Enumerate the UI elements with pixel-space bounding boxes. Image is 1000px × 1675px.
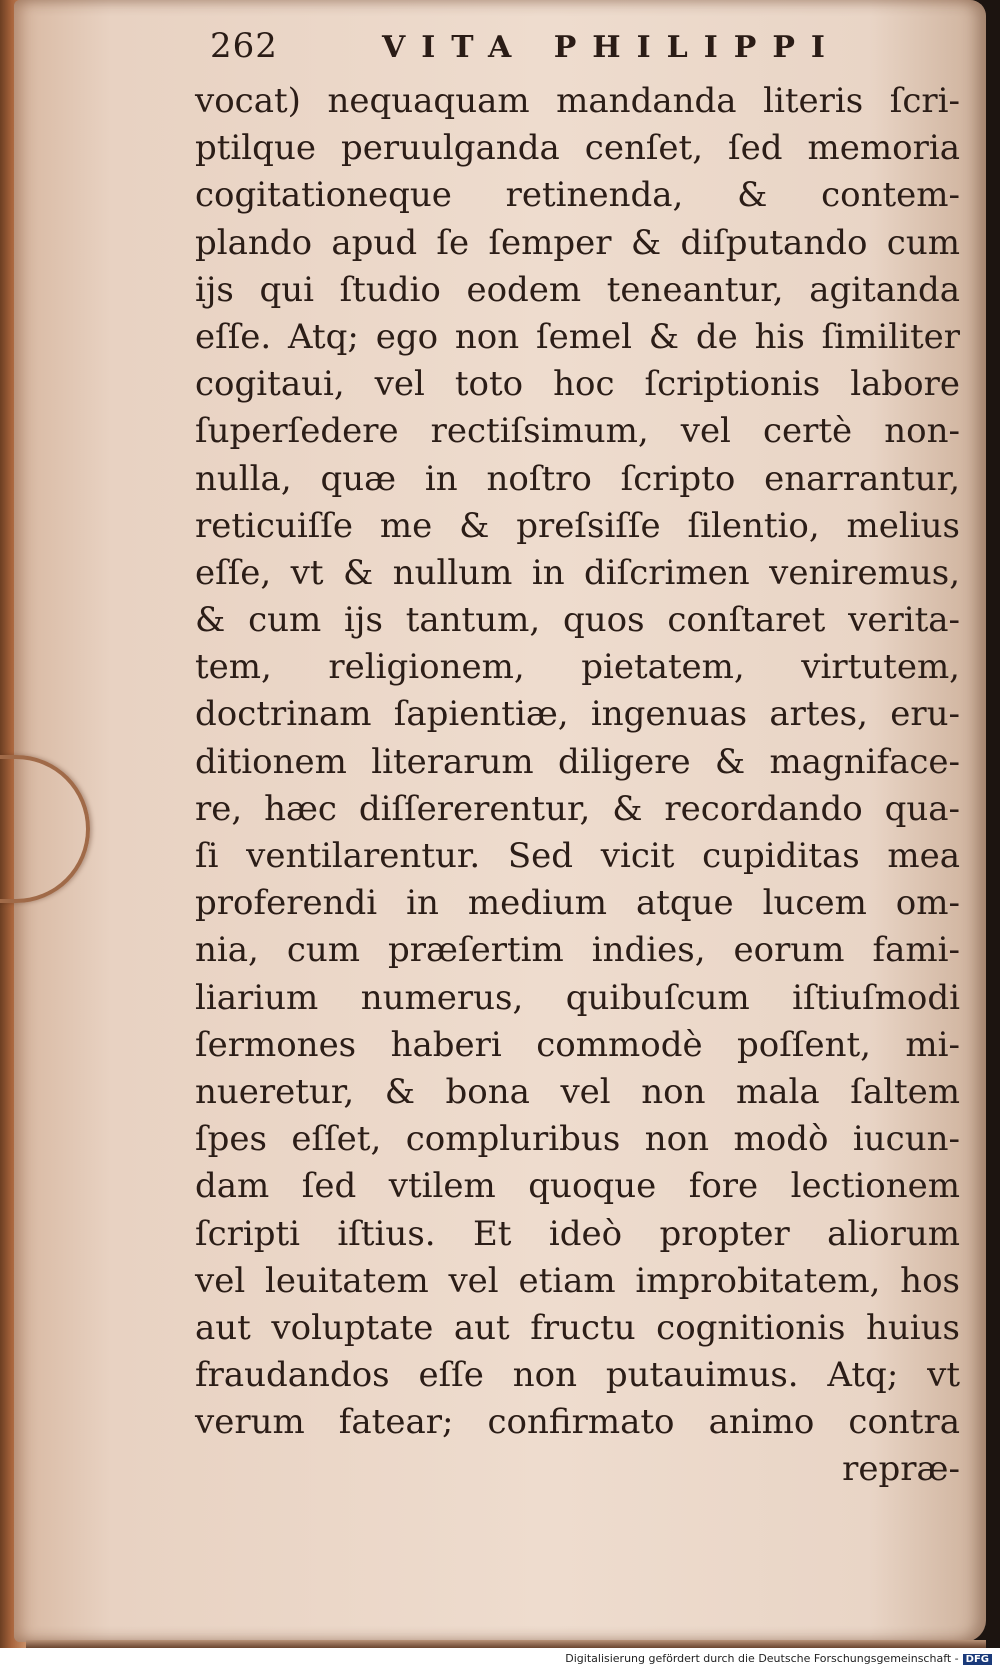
page-bottom-edge [26, 1640, 986, 1648]
text-line: ditionem literarum diligere & magnifacе- [195, 741, 960, 782]
text-line: verum fatear; confirmato animo contra [195, 1402, 960, 1443]
text-line: reticuiſſe me & preſsiſſe ſilentio, melius [195, 505, 960, 546]
text-line: eſſe. Atq; ego non ſemel & de his ſimiliter [195, 316, 960, 357]
text-line: aut voluptate aut fructu cognitionis huius [195, 1307, 960, 1348]
catchword: repræ- [842, 1449, 960, 1490]
text-line: ſpes eſſet, compluribus non modò iucun- [195, 1119, 960, 1160]
credit-text: Digitalisierung gefördert durch die Deutsche Forschungsgemeinschaft - [565, 1652, 959, 1665]
page-header [210, 26, 910, 74]
text-line: ſcripti iſtius. Et ideò propter aliorum [195, 1213, 960, 1254]
text-line: cogitationeque retinenda, & contem- [195, 175, 960, 216]
text-line: plando apud ſe ſemper & diſputando cum [195, 222, 960, 263]
text-line: nueretur, & bona vel non mala ſaltem [195, 1071, 960, 1112]
text-line: ſi ventilarentur. Sed vicit cupiditas mea [195, 836, 960, 876]
text-line: eſſe, vt & nullum in diſcrimen veniremus, [195, 552, 960, 593]
text-line: tem, religionem, pietatem, virtutem, [195, 647, 960, 688]
text-line: vel leuitatem vel etiam improbitatem, hos [195, 1260, 960, 1301]
running-title: VITA PHILIPPI [382, 30, 841, 65]
digitization-credit [0, 1652, 992, 1672]
text-line: liarium numerus, quibuſcum iſtiuſmodi [195, 977, 960, 1018]
text-line: ſermones haberi commodè poſſent, mi- [195, 1024, 960, 1065]
page-number: 262 [210, 26, 278, 66]
text-line: nulla, quæ in noſtro ſcripto enarrantur, [195, 458, 960, 499]
text-line: & cum ijs tantum, quos conſtaret verita- [195, 600, 960, 641]
text-line: vocat) nequaquam mandanda literis ſcri- [195, 81, 960, 121]
text-line: fraudandos eſſe non putauimus. Atq; vt [195, 1355, 960, 1396]
dfg-logo: DFG [963, 1654, 992, 1665]
body-text [195, 78, 960, 1494]
text-line: ſuperſedere rectiſsimum, vel certè non- [195, 411, 960, 452]
text-line: proferendi in medium atque lucem om- [195, 883, 960, 924]
text-line: dam ſed vtilem quoque fore lectionem [195, 1166, 960, 1207]
text-line: nia, cum præſertim indies, eorum fami- [195, 930, 960, 971]
text-line: re, hæc diſſererentur, & recordando qua- [195, 788, 960, 829]
text-line: doctrinam ſapientiæ, ingenuas artes, eru- [195, 694, 960, 735]
text-line: cogitaui, vel toto hoc ſcriptionis labore [195, 364, 960, 405]
text-line: ptilque peruulganda cenſet, ſed memoria [195, 128, 960, 169]
text-line: ijs qui ſtudio eodem teneantur, agitanda [195, 269, 960, 310]
